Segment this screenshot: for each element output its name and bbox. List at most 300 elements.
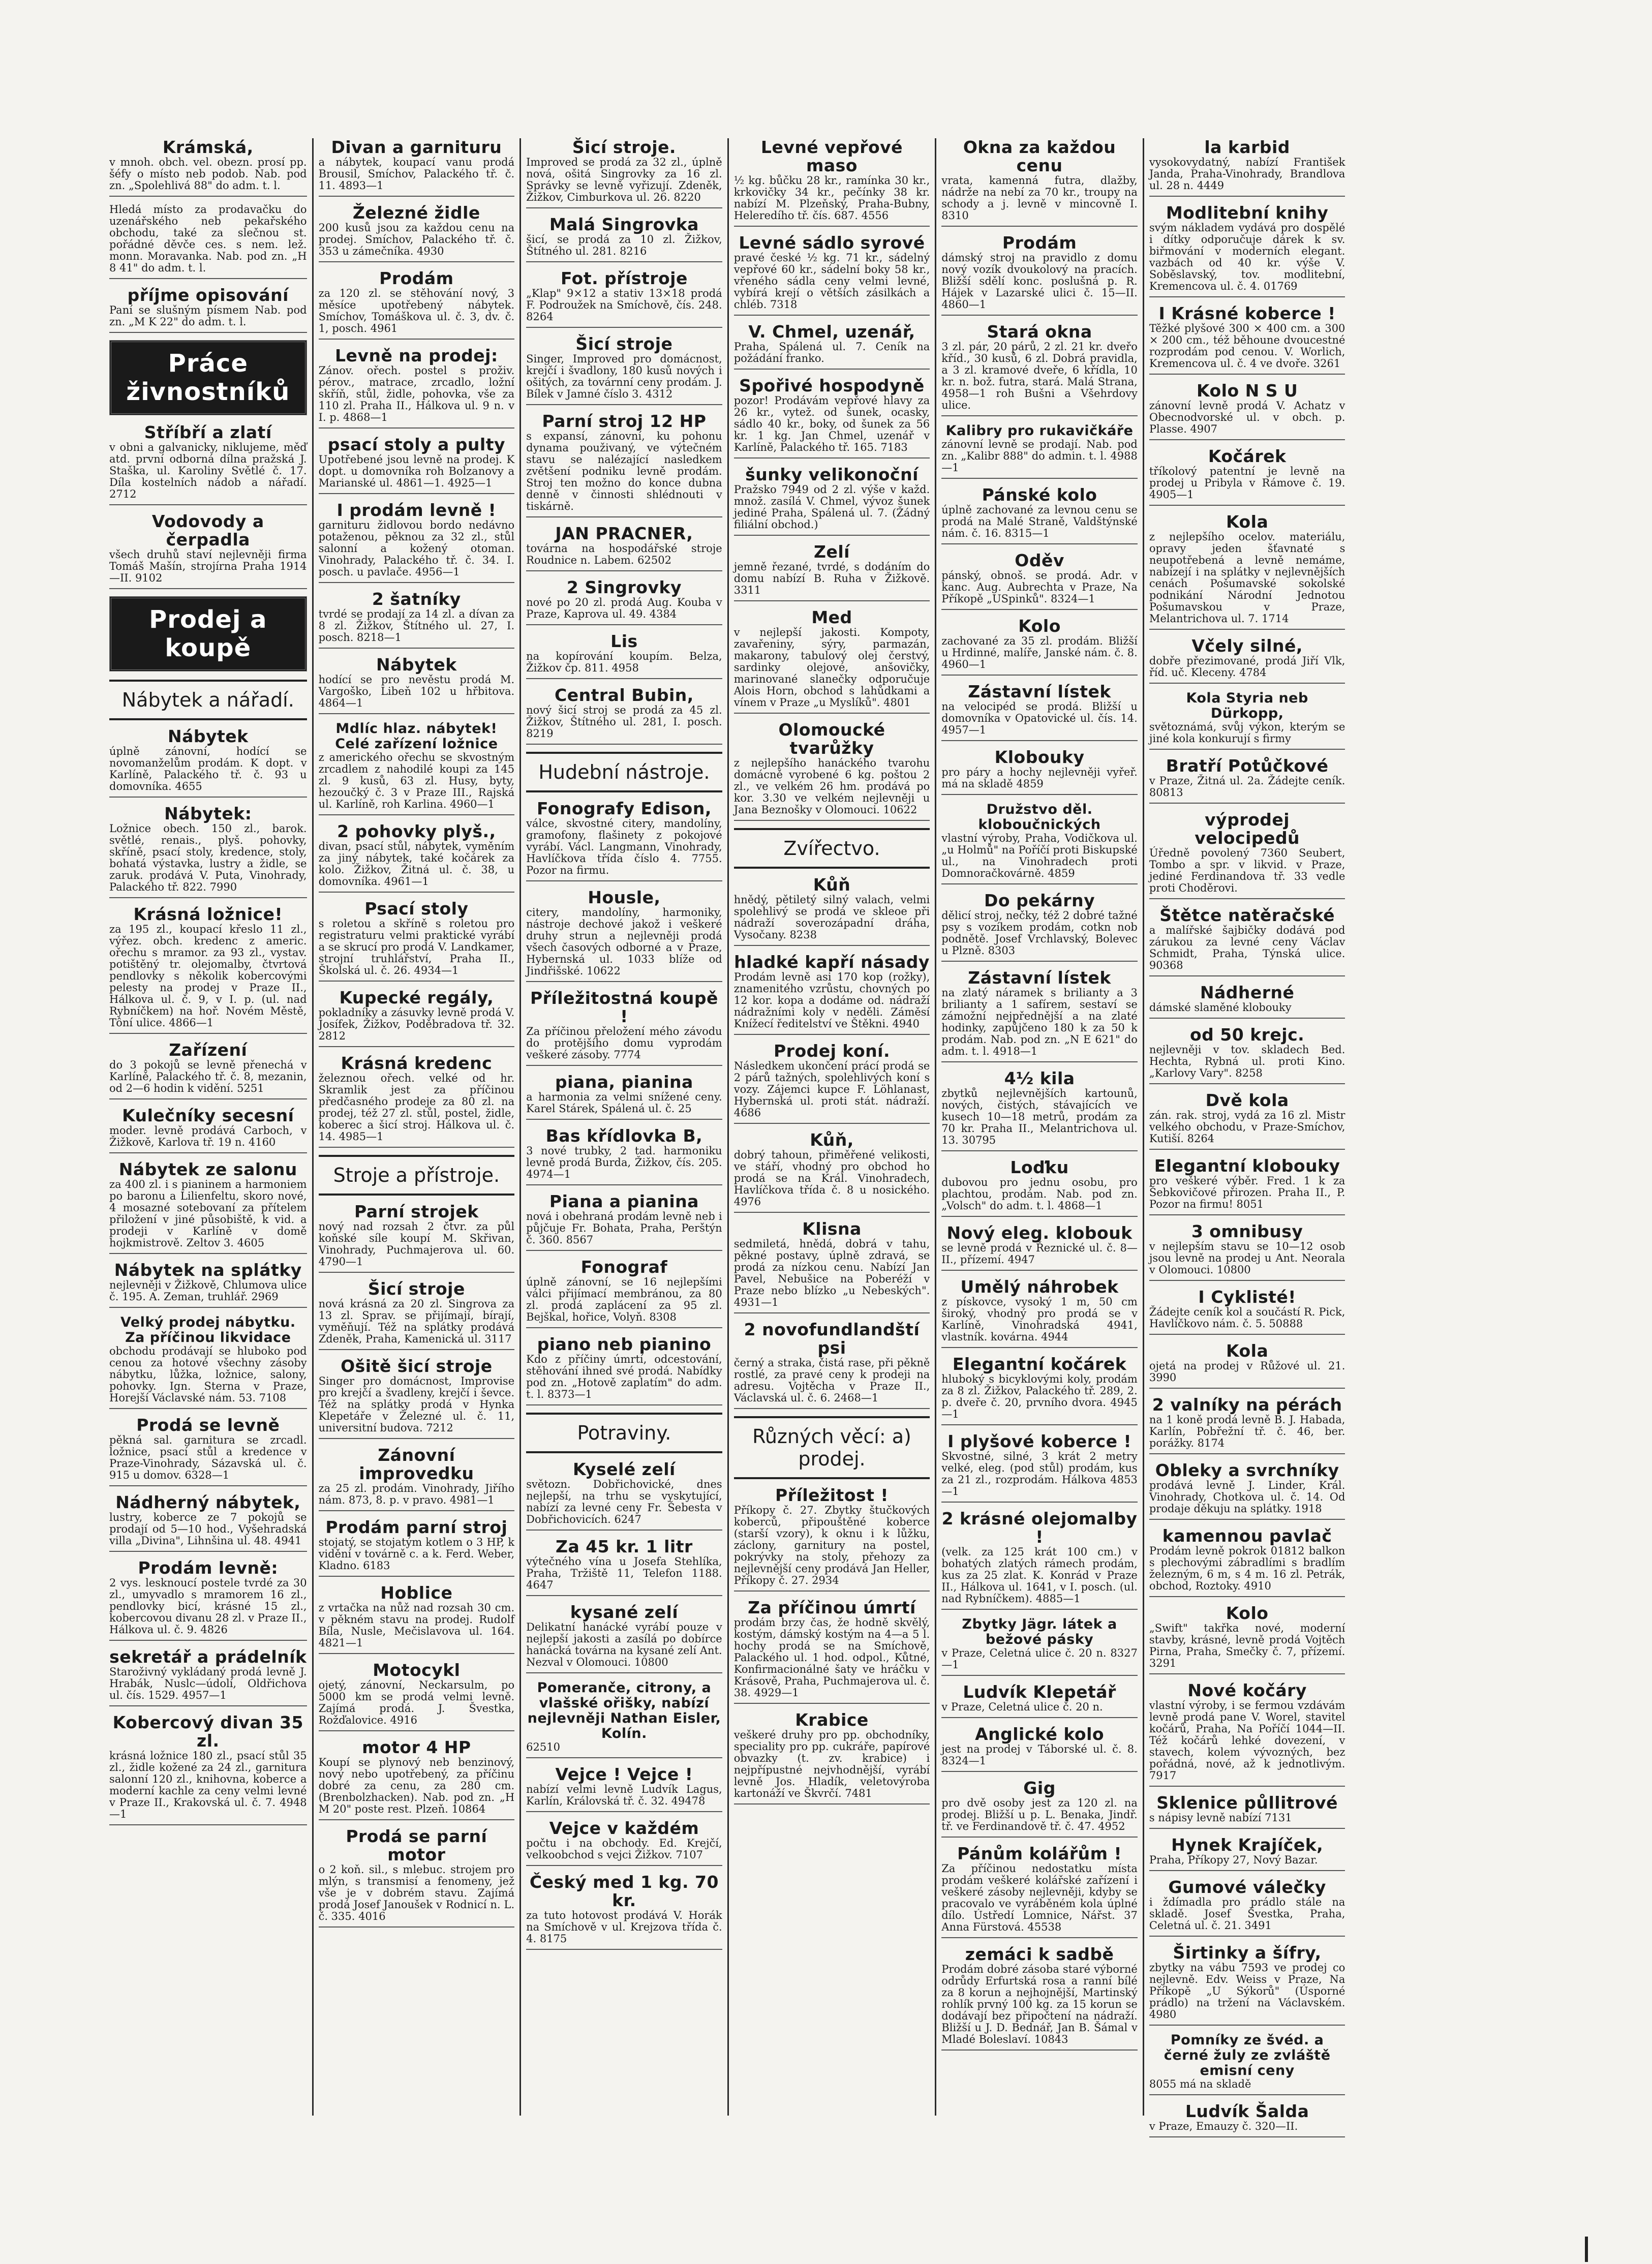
- classified-ad: [941, 552, 1138, 610]
- ad-headline: Mdlíc hlaz. nábytek! Celé zařízení ložnice: [335, 721, 498, 752]
- ad-text: zánovní levně se prodají. Nab. pod zn. „Kalibr 888" do admin. t. l. 4988—1: [941, 438, 1138, 474]
- ad-headline: Šicí stroje: [575, 334, 673, 354]
- ad-text: úplně zánovní, se 16 nejlepšími válci přijímací membránou, za 80 zl. prodá zaplácení za 95 zl. Bejškal, hořice, Volyň. 8308: [526, 1276, 722, 1323]
- ad-headline: hladké kapří násady: [734, 952, 930, 972]
- ad-text: v Praze, Celetná ulice č. 20 n. 8327—1: [941, 1647, 1138, 1671]
- ad-headline: Kyselé zelí: [572, 1459, 676, 1479]
- classified-ad: [734, 466, 930, 536]
- classified-ad: [526, 1258, 722, 1328]
- ad-headline: Housle,: [588, 888, 661, 907]
- classified-ad: [734, 1321, 930, 1409]
- classified-ad: [526, 1073, 722, 1120]
- ad-headline: Za příčinou úmrtí: [748, 1598, 916, 1617]
- classified-ad: [941, 323, 1138, 416]
- classified-ad: [319, 590, 515, 649]
- ad-headline: Okna za každou cenu: [963, 137, 1116, 175]
- classified-ad: [319, 204, 515, 262]
- ad-headline: I prodám levně !: [336, 500, 497, 520]
- ad-text: Paní se slušným písmem Nab. pod zn. „M K 22" do adm. t. l.: [109, 304, 307, 328]
- classified-ad: [941, 1355, 1138, 1425]
- classified-ad: [941, 1224, 1138, 1271]
- classified-ad: [1149, 811, 1345, 899]
- ad-headline: Umělý náhrobek: [960, 1277, 1119, 1297]
- ad-text: pokladníky a zásuvky levně prodá V. Josífek, Žižkov, Poděbradova tř. 32. 2812: [318, 1006, 515, 1042]
- classified-ad: [734, 1486, 930, 1592]
- ad-text: počtu i na obchody. Ed. Krejčí, velkoobchod s vejci Žižkov. 7107: [526, 1837, 722, 1861]
- ad-headline: Lis: [610, 631, 638, 651]
- classified-ad: [109, 727, 307, 798]
- ad-headline: la karbid: [1204, 137, 1290, 157]
- ad-headline: Zelí: [814, 542, 850, 562]
- classified-ad: [109, 905, 307, 1034]
- ad-text: v Praze, Emauzy č. 320—II.: [1149, 2120, 1298, 2132]
- ad-text: pěkná sal. garnitura se zrcadl. ložnice, psací stůl a kredence v Praze-Vinohrady, Sázavská ul. č. 915 u domov. 6328—1: [109, 1434, 307, 1481]
- classified-ad: [319, 1054, 515, 1148]
- ad-headline: motor 4 HP: [362, 1737, 471, 1757]
- ad-headline: Nábytek: [376, 655, 457, 675]
- ad-text: 3 zl. pár, 20 párů, 2 zl. 21 kr. dveřo kříd., 30 kusů, 6 zl. Dobrá pravidla, a 3 zl. kramové dveře, 6 křídla, 10 kr. n. bož. futra, stará. Malá Strana, 4958—1 roh Bušni a Všehrdovy ulice.: [941, 341, 1138, 411]
- classified-ad: [319, 822, 515, 893]
- classified-ad: [319, 656, 515, 714]
- column-6: [1143, 137, 1351, 2132]
- ad-text: Za příčinou přeložení mého závodu do protějšího domu vyprodám veškeré zásoby. 7774: [526, 1025, 722, 1061]
- ad-text: válce, skvostné citery, mandolíny, gramofony, flašinety z pokojové vyrábí. Václ. Langmann, Vinohrady, Havlíčkova třída číslo 4. 7755. Pozor na firmu.: [526, 817, 722, 876]
- ad-text: v obni a galvanicky, niklujeme, měď atd. první odborná dílna pražská J. Staška, ul. Karoliny Světlé č. 17. Díla kostelních nádob a nářadí. 2712: [109, 441, 307, 500]
- ad-text: Následkem ukončení prácí prodá se 2 párů tažných, spolehlivých koní s vozy. Zájemci kupce F. Löhlanast, Hybernská ul. proti stát. nádraží. 4686: [733, 1060, 930, 1119]
- ad-text: úplně zánovní, hodící se novomanželům prodám. K dopt. v Karlíně, Palackého tř. č. 93 u domovníka. 4655: [109, 745, 307, 792]
- ad-text: v nejlepším stavu se 10—12 osob jsou levně na prodej u Ant. Neorala v Olomouci. 10800: [1149, 1240, 1345, 1276]
- ad-headline: Kolo: [1018, 616, 1061, 636]
- ad-text: železnou ořech. velké od hr. Skramlik jest za příčinou předčasného prodeje za 80 zl. na prodej, též 27 zl. stůl, postel, židle, koberec a šicí stroj. Hálkova ul. č. 14. 4985—1: [318, 1072, 515, 1143]
- ad-headline: Kola: [1226, 1341, 1269, 1361]
- ad-text: na 1 koně prodá levně B. J. Habada, Karlín, Pobřežní tř. č. 46, ber. porážky. 8174: [1149, 1414, 1345, 1449]
- ad-text: Ložnice obech. 150 zl., barok. světlé, renais., plyš. pohovky, skříně, psací stoly, kredence, stoly, bohatá výstavka, lustry a židle, se zaruk. prodává V. Puta, Vinohrady, Palackého tř. 822. 7990: [109, 822, 307, 893]
- ad-text: garnituru židlovou bordo nedávno potaženou, pěknou za 32 zl., stůl salonní a kožený otoman. Vinohrady, Palackého tř. č. 34. I. posch. u pavlače. 4956—1: [318, 519, 515, 578]
- classified-ad: [1149, 906, 1345, 976]
- ad-headline: 2 krásné olejomalby !: [941, 1509, 1138, 1547]
- ad-text: pozor! Prodávám vepřové hlavy za 26 kr., vytež. od šunek, ocasky, sádlo 40 kr., boky, od šunek za 56 kr. 1 kg. Jan Chmel, uzenář v Karlíně, Palackého tř. 165. 7183: [733, 394, 930, 453]
- ad-headline: zemáci k sadbě: [965, 1944, 1114, 1964]
- ad-text: 8055 má na skladě: [1149, 2078, 1251, 2090]
- ad-text: z nejlepšího hanáckého tvarohu domácně vyrobené 6 kg. poštou 2 zl., ve velkém 26 hm. prodává po kor. 3.30 ve velkém nejlevněji u Jana Beznošky v Olomouci. 10622: [733, 757, 930, 816]
- ad-text: Kdo z příčiny úmrtí, odcestování, stěhování ihned své prodá. Nabídky pod zn. „Hotově zaplatím" do adm. t. l. 8373—1: [526, 1353, 722, 1400]
- ad-headline: Štětce natěračské: [1159, 905, 1335, 925]
- ad-text: a harmonia za velmi snížené ceny. Karel Stárek, Spálená ul. č. 25: [526, 1091, 722, 1115]
- classified-ad: [1149, 138, 1345, 197]
- ad-text: 2 vys. lesknoucí postele tvrdé za 30 zl., umyvadlo s mramorem 16 zl., pendlovky bicí, krásné 15 zl., kobercovou divanu 28 zl. v Praze II., Hálkova ul. č. 9. 4826: [109, 1577, 307, 1636]
- ad-text: Singer pro domácnost, Improvise pro krejčí a švadleny, krejčí i ševce. Též na splátky prodá v Hynka Klepetáře v Železné ul. č. 11, universitní budova. 7212: [318, 1375, 515, 1434]
- classified-ad: [1149, 1461, 1345, 1520]
- column-4: [727, 138, 935, 2116]
- ad-text: do 3 pokojů se levně přenechá v Karlíně, Palackého tř. č. 8, mezanin, od 2—6 hodin k vidění. 5251: [109, 1059, 307, 1094]
- ad-headline: 2 valníky na pérách: [1152, 1395, 1342, 1415]
- ad-text: Prodám levně asi 170 kop (rožky), znamenitého vzrůstu, chovných po 12 kor. kopa a dodáme od. nádraží nádražními koly v neděli. Záměsí Knížecí ředitelství ve Štěkni. 4940: [733, 971, 930, 1030]
- classified-ad: [1149, 1878, 1345, 1937]
- classified-ad: [941, 892, 1138, 962]
- ad-text: zánovní levně prodá V. Achatz v Obecnodvorské ul. v obch. p. Plasse. 4907: [1149, 400, 1345, 435]
- ad-text: divan, psací stůl, nábytek, vyměním za jiný nábytek, také kočárek za kolo. Žižkov, Žitná ul. č. 38, u domovníka. 4961—1: [318, 840, 515, 888]
- ad-headline: Piana a pianina: [549, 1191, 699, 1211]
- ad-headline: Psací stoly: [364, 899, 469, 919]
- ad-text: světozn. Dobřichovické, dnes nejlepší, na trhu se vyskytující, nabízí za levné ceny Fr. Šebesta v Dobřichovicích. 6247: [526, 1478, 722, 1525]
- classified-ad: [109, 512, 307, 589]
- ad-headline: Zařízení: [169, 1040, 248, 1060]
- ad-text: Prodám dobré zásoba staré výborné odrůdy Erfurtská rosa a ranní bílé za 8 korun a nejhojnější, Martinský rohlík prvný 100 kg. za 15 korun se dodávají bez připočtení na nádraží. Bližší u J. D. Bednář, Jan B. Šámal v Mladé Boleslaví. 10843: [941, 1963, 1138, 2045]
- ad-text: v mnoh. obch. vel. obezn. prosí pp. šéfy o místo neb podob. Nab. pod zn. „Spolehlivá 88" do adm. t. l.: [109, 156, 307, 192]
- ad-text: (velk. za 125 krát 100 cm.) v bohatých zlatých rámech prodám, kus za 25 zlat. K. Konrád v Praze II., Hálkova ul. 1641, v I. posch. (ul. nad Rybníčkem). 4885—1: [941, 1546, 1138, 1605]
- ad-headline: Kolo: [1226, 1603, 1269, 1623]
- ad-headline: Šicí stroje.: [572, 137, 676, 157]
- classified-ad: [319, 989, 515, 1047]
- ad-headline: Spořivé hospodyně: [739, 376, 925, 395]
- ad-headline: Vejce ! Vejce !: [555, 1764, 693, 1784]
- ad-headline: Gig: [1023, 1778, 1056, 1798]
- ad-text: továrna na hospodářské stroje Roudnice n. Labem. 62502: [526, 542, 722, 566]
- ad-text: nejlevněji v tov. skladech Bed. Hechta, Rybná ul. proti Kino. „Karlovy Vary". 8258: [1149, 1044, 1345, 1079]
- ad-headline: kamennou pavlač: [1162, 1526, 1332, 1546]
- classified-ad: [941, 1725, 1138, 1772]
- ad-headline: Levně na prodej:: [335, 346, 498, 365]
- ad-text: světoznámá, svůj výkon, kterým se jiné kola konkurují s firmy: [1149, 721, 1345, 745]
- classified-ad: [1149, 691, 1345, 750]
- ad-headline: Ludvík Šalda: [1185, 2101, 1309, 2121]
- classified-ad: [734, 953, 930, 1035]
- ad-headline: Kulečníky secesní: [122, 1106, 294, 1125]
- ad-text: Praha, Příkopy 27, Nový Bazar.: [1149, 1854, 1318, 1866]
- ad-text: nový nad rozsah 2 čtvr. za půl koňské síle koupí M. Skřivan, Vinohrady, Puchmajerova ul. 60. 4790—1: [318, 1220, 515, 1268]
- ad-headline: Nový eleg. klobouk: [946, 1223, 1133, 1243]
- section-heading: Potraviny.: [526, 1413, 722, 1453]
- ad-headline: Český med 1 kg. 70 kr.: [529, 1872, 719, 1910]
- classified-ad: [319, 1203, 515, 1273]
- classified-ad: [1149, 1794, 1345, 1829]
- classified-ad: [941, 1158, 1138, 1217]
- ad-headline: Oděv: [1015, 550, 1064, 570]
- ad-text: úplně zachované za levnou cenu se prodá na Malé Straně, Valdštýnské nám. č. 16. 8315—1: [941, 504, 1138, 539]
- classified-ad: [734, 1220, 930, 1313]
- classified-ad: [526, 335, 722, 405]
- ad-text: Singer, Improved pro domácnost, krejčí i švadlony, 180 kusů nových i ošitých, za továrnní ceny prodám. J. Bílek v Jamné číslo 3. 4312: [526, 353, 722, 400]
- ad-text: vlastní výroby, Praha, Vodičkova ul. „u Holmů" na Poříčí proti Biskupské ul., na Vinohradech proti Domnoračkovárně. 4859: [941, 832, 1138, 879]
- ad-text: ojetá na prodej v Růžové ul. 21. 3990: [1149, 1360, 1345, 1384]
- ad-text: v nejlepší jakosti. Kompoty, zavařeniny, sýry, parmazán, makarony, tabulový olej čerstvý, sardinky olejové, anšovičky, marinované slanečky odporučuje Alois Horn, obchod s lahůdkami a vínem v Praze „u Myslíků". 4801: [733, 626, 930, 709]
- classified-ad: [526, 269, 722, 328]
- ad-text: krásná ložnice 180 zl., psací stůl 35 zl., židle kožené za 24 zl., garnitura salonní 120 zl., knihovna, koberce a moderní kachle za ceny velmi levné v Praze II., Krakovská ul. č. 7. 4948—1: [109, 1750, 307, 1820]
- ad-headline: Fot. přístroje: [560, 268, 688, 288]
- ad-headline: 2 novofundlandští psi: [744, 1320, 920, 1358]
- ad-headline: V. Chmel, uzenář,: [748, 322, 915, 342]
- ad-headline: Pomníky ze švéd. a černé žuly ze zvláště emisní ceny: [1164, 2032, 1331, 2078]
- classified-ad: [319, 269, 515, 340]
- classified-ad: [941, 683, 1138, 741]
- ad-text: 3 nové trubky, 2 tad. harmoniku levně prodá Burda, Žižkov, čís. 205. 4974—1: [526, 1145, 722, 1180]
- ad-headline: Kůň: [813, 875, 851, 895]
- ad-headline: Vodovody a čerpadla: [151, 511, 264, 549]
- ad-text: Koupí se plynový neb benzinový, nový nebo upotřebený, za příčinu dobré za cenu, za 280 cm. (Brenbolzhacken). Nab. pod zn. „H M 20" poste rest. Plzeň. 10864: [318, 1756, 515, 1815]
- classified-ad: [1149, 1026, 1345, 1084]
- ad-headline: Šicí stroje: [368, 1279, 465, 1299]
- ad-headline: příjme opisování: [127, 285, 289, 305]
- ad-text: Těžké plyšové 300 × 400 cm. a 300 × 200 cm., též běhoune dvoucestné rozprodám pod cenou. V. Worlich, Kremencova ul. č. 4 ve dvoře. 3261: [1149, 322, 1345, 370]
- classified-ad: [319, 347, 515, 429]
- ad-headline: Nábytek: [167, 726, 249, 746]
- ad-text: na zlatý náramek s brilianty a 3 brilianty a 1 safírem, sestaví se zámožní nejpřednější a na zlaté hodinky, zapůjčeno 180 k za 50 k prodám. Nab. pod zn. „N E 621" do adm. t. l. 4918—1: [941, 987, 1138, 1057]
- ad-text: 62510: [526, 1741, 560, 1753]
- section-heading: Nábytek a nářadí.: [109, 680, 307, 720]
- ad-text: černý a straka, čistá rase, při pěkně rostlé, za pravé ceny k prodeji na adresu. Vojtěcha v Praze II., Václavská ul. č. 6. 2468—1: [733, 1357, 930, 1404]
- ad-headline: šunky velikonoční: [745, 465, 919, 484]
- classified-ad: [941, 969, 1138, 1062]
- ad-text: stojatý, se stojatým kotlem o 3 HP, k vidění v továrně c. a k. Ferd. Weber, Kladno. 6183: [318, 1536, 515, 1572]
- ad-text: šicí, se prodá za 10 zl. Žižkov, Štítného ul. 281. 8216: [526, 233, 722, 257]
- ad-text: Upotřebené jsou levně na prodej. K dopt. u domovníka roh Bolzanovy a Marianské ul. 4861—1. 4925—1: [318, 453, 515, 489]
- classified-ad: [109, 1107, 307, 1153]
- ad-headline: Prodá se parní motor: [346, 1826, 487, 1864]
- ad-headline: Kolo N S U: [1196, 381, 1298, 401]
- classified-ad: [941, 617, 1138, 676]
- ad-text: zbytků nejlevnějších kartounů, nových, čistých, stávajících ve kusech 10—18 metrů, prodám za 70 kr. Praha II., Melantrichova ul. 13. 30795: [941, 1087, 1138, 1146]
- classified-ad: [1149, 1944, 1345, 2026]
- classified-ad: [526, 889, 722, 982]
- column-1: [104, 138, 312, 2116]
- ad-text: „Klap" 9×12 a stativ 13×18 prodá F. Podroužek na Smíchově, čís. 248. 8264: [526, 287, 722, 323]
- section-heading: Různých věcí: a) prodej.: [734, 1416, 930, 1479]
- ad-headline: piano neb pianino: [537, 1334, 712, 1354]
- ad-text: na kopírování koupím. Belza, Žižkov čp. 811. 4958: [526, 650, 722, 674]
- ad-text: „Swift" takřka nové, moderní stavby, krásné, levně prodá Vojtěch Pirna, Praha, Smečky č. 7, přízemí. 3291: [1149, 1622, 1345, 1669]
- classified-ad: [1149, 1604, 1345, 1674]
- ad-headline: Prodám: [1002, 233, 1077, 253]
- classified-ad: [941, 1617, 1138, 1676]
- classified-ad: [734, 876, 930, 946]
- column-5: [935, 138, 1143, 2116]
- ad-text: a malířské šajbičky dodává pod zárukou za levné ceny Václav Schmidt, Praha, Týnská ulice. 90368: [1149, 924, 1345, 971]
- ad-headline: Stříbří a zlatí: [144, 422, 272, 442]
- classified-ad: [734, 377, 930, 458]
- classified-ad: [109, 1315, 307, 1409]
- classified-ad: [734, 608, 930, 714]
- classified-ad: [109, 805, 307, 898]
- classified-ad: [319, 501, 515, 583]
- ad-text: i ždímadla pro prádlo stále na skladě. Josef Švestka, Praha, Celetná ul. č. 21. 3491: [1149, 1896, 1345, 1932]
- ad-text: na velocipéd se prodá. Bližší u domovníka v Opatovické ul. čís. 14. 4957—1: [941, 700, 1138, 736]
- ad-text: 200 kusů jsou za každou cenu na prodej. Smíchov, Palackého tř. č. 353 u zámečníka. 4930: [318, 222, 515, 257]
- ad-headline: Bas křídlovka B,: [545, 1126, 703, 1146]
- ad-headline: Kalibry pro rukavičkáře: [945, 423, 1134, 439]
- classified-ad: [109, 1041, 307, 1099]
- classified-ad: [1149, 2102, 1345, 2137]
- ad-text: s nápisy levně nabízí 7131: [1149, 1812, 1292, 1824]
- ad-text: Prodám levně pokrok 01812 balkon s plechovými zábradlími s bradlím železným, 6 m, s 4 m. 16 zl. Petrák, obchod, Roztoky. 4910: [1149, 1545, 1345, 1592]
- ad-text: Improved se prodá za 32 zl., úplně nová, ošitá Singrovky za 16 zl. Správky se levně vyřizují. Zdeněk, Žižkov, Cimburkova ul. 26. 8220: [526, 156, 722, 203]
- classified-ad: [941, 1683, 1138, 1718]
- ad-headline: psací stoly a pulty: [327, 435, 505, 454]
- section-heading: Hudební nástroje.: [526, 752, 722, 792]
- ad-headline: 2 pohovky plyš.,: [337, 821, 496, 841]
- ad-text: o 2 koň. sil., s mlebuc. strojem pro mlýn, s transmisí a fenomeny, jež vše je v dobrém stavu. Zajímá prodá Josef Janoušek v Rodnicí n. L. č. 335. 4016: [318, 1863, 515, 1922]
- ad-headline: Obleky a svrchníky: [1155, 1460, 1339, 1480]
- section-banner: Prodej a koupě: [109, 596, 307, 671]
- ad-headline: Parní stroj 12 HP: [542, 411, 707, 431]
- ad-text: Úředně povolený 7360 Seubert, Tombo a spr. v likvid. v Praze, jediné Ferdinandova tř. 33 vedle proti Choděrovi.: [1149, 847, 1345, 894]
- ad-headline: Prodá se levně: [136, 1415, 280, 1435]
- ad-headline: 3 omnibusy: [1191, 1221, 1303, 1241]
- ad-text: prodám brzy čas, že hodně skvělý, kostým, dámský kostým na 4—a 5 l. hochy prodá se na Smíchově, Palackého ul. 1 hod. odpol., Kůtné, Konfirmacionálné šaty ve hráčku v Krásově, Praha, Puchmajerova ul. č. 38. 4929—1: [733, 1616, 930, 1699]
- ad-headline: Zbytky Jägr. látek a bežové pásky: [962, 1616, 1117, 1647]
- section-banner: Práce živnostníků: [109, 340, 307, 415]
- ad-text: za tuto hotovost prodává V. Horák na Smíchově v ul. Krejzova třída č. 4. 8175: [526, 1909, 722, 1945]
- ad-headline: Levné vepřové maso: [760, 137, 903, 175]
- ad-headline: Širtinky a šífry,: [1173, 1943, 1322, 1963]
- ad-text: pravé české ½ kg. 71 kr., sádelný vepřové 60 kr., sádelní boky 58 kr., vřeného sádla ceny velmi levné, vybírá krejí o větších zásilkách a chléb. 7318: [733, 252, 930, 311]
- ad-headline: Kola: [1226, 512, 1269, 532]
- ad-headline: Malá Singrovka: [549, 215, 699, 234]
- ad-headline: Olomoucké tvarůžky: [778, 720, 885, 758]
- classified-ad: [1149, 513, 1345, 630]
- ad-headline: Družstvo děl. kloboučnických: [978, 802, 1101, 833]
- classified-ad: [1149, 1157, 1345, 1215]
- section-heading: Stroje a přístroje.: [319, 1155, 515, 1196]
- ad-headline: Elegantní kočárek: [952, 1354, 1127, 1374]
- classified-ad: [1149, 1288, 1345, 1335]
- ad-text: Delikatní hanácké vyrábí pouze v nejlepší jakosti a zasílá po dobírce hanácká továrna na kysané zelí Ant. Nezval v Olomouci. 10800: [526, 1621, 722, 1668]
- column-3: [519, 138, 727, 2116]
- ad-text: Žádejte ceník kol a součástí R. Pick, Havlíčkovo nám. č. 5. 50888: [1149, 1306, 1345, 1330]
- classified-ad: [734, 1711, 930, 1804]
- ad-text: nejlevněji v Žižkově, Chlumova ulice č. 195. A. Zeman, truhlář. 2969: [109, 1279, 307, 1303]
- classified-ad: [734, 1599, 930, 1704]
- classified-ad: [941, 138, 1138, 227]
- ad-columns: [104, 137, 1558, 2132]
- ad-text: hodící se pro nevěstu prodá M. Vargoško, Libeň 102 u hřbitova. 4864—1: [318, 674, 515, 709]
- ad-text: za 25 zl. prodám. Vinohrady, Jiřího nám. 873, 8. p. v pravo. 4981—1: [318, 1482, 515, 1506]
- ad-text: a nábytek, koupací vanu prodá Brousil, Smíchov, Palackého tř. č. 11. 4893—1: [318, 156, 515, 192]
- ad-headline: Kůň,: [810, 1130, 854, 1150]
- ad-headline: Nové kočáry: [1187, 1680, 1307, 1700]
- classified-ad: [526, 412, 722, 517]
- ad-headline: Sklenice půllitrové: [1156, 1793, 1338, 1813]
- ad-headline: Krabice: [795, 1710, 869, 1730]
- classified-ad: [734, 138, 930, 227]
- classified-ad: [1149, 2033, 1345, 2095]
- ad-headline: Velký prodej nábytku. Za příčinou likvidace: [120, 1314, 296, 1345]
- ad-text: zachované za 35 zl. prodám. Bližší u Hrdinné, malíře, Janské nám. č. 8. 4960—1: [941, 635, 1138, 670]
- ad-headline: Krásná ložnice!: [133, 904, 283, 924]
- ad-text: nová krásná za 20 zl. Singrova za 13 zl. Sprav. se přijímají, bírají, vyměňují. Též na splátky prodává Zdeněk, Praha, Kamenická ul. 3117: [318, 1298, 515, 1345]
- ad-text: Zánov. ořech. postel s proživ. pérov., matrace, zrcadlo, ložní skříň, stůl, židle, pohovka, vše za 110 zl. Praha II., Hálkova ul. 9 n. v I. p. 4868—1: [318, 364, 515, 423]
- classified-ad: [526, 1538, 722, 1596]
- ad-text: tvrdé se prodají za 14 zl. a dívan za 8 zl. Žižkov, Štítného ul. 27, I. posch. 8218—1: [318, 608, 515, 644]
- ad-headline: Kobercový divan 35 zl.: [112, 1712, 303, 1751]
- ad-text: nabízí velmi levně Ludvík Lagus, Karlín, Královská tř. č. 32. 49478: [526, 1783, 722, 1807]
- ad-text: vysokovydatný, nabízí František Janda, Praha-Vinohrady, Brandlova ul. 28 n. 4449: [1149, 156, 1345, 192]
- ad-text: citery, mandolíny, harmoniky, nástroje dechové jakož i veškeré druhy strun a nejlevněji prodá všech časových odborné a v Praze, Hybernská ul. 1033 blíže od Jindřišské. 10622: [526, 906, 722, 977]
- ad-text: hluboký s bicyklovými koly, prodám za 8 zl. Žižkov, Palackého tř. 289, 2. p. dveře č. 20, prvního dvora. 4945—1: [941, 1373, 1138, 1420]
- ad-text: za 400 zl. i s pianinem a harmoniem po baronu a Lilienfeltu, skoro nové, 4 mosazné sotebovaní za přítelem přiložení v jiné působiště, k vid. a prodeji v Karlíně v domě hojkmistrově. Zeltov 3. 4605: [109, 1178, 307, 1249]
- classified-ad: [526, 1819, 722, 1866]
- classified-ad: [319, 1584, 515, 1654]
- ad-headline: Do pekárny: [984, 891, 1095, 910]
- ad-headline: Dvě kola: [1205, 1090, 1289, 1110]
- classified-ad: [319, 1518, 515, 1577]
- ad-text: tříkolový patentní je levně na prodej u Pribyla v Rámove č. 19. 4905—1: [1149, 465, 1345, 501]
- classified-ad: [526, 1603, 722, 1673]
- classified-ad: [319, 1661, 515, 1731]
- ad-text: Skvostné, silné, 3 krát 2 metry velké, eleg. (pod stůl) prodám, kus za 21 zl., rozprodám. Hálkova 4853—1: [941, 1450, 1138, 1497]
- classified-ad: [526, 1765, 722, 1812]
- ad-headline: Nádherné: [1200, 983, 1295, 1002]
- ad-text: hnědý, pětiletý silný valach, velmi spolehlivý se prodá ve skleoe při nádraží soverozápadní dráha, Vysočany. 8238: [733, 894, 930, 941]
- ad-headline: Central Bubin,: [555, 685, 694, 705]
- ad-text: lustry, koberce ze 7 pokojů se prodají od 5—10 hod., Vyšehradská villa „Divina", Lihnšina ul. 48. 4941: [109, 1511, 307, 1547]
- ad-text: Praha, Spálená ul. 7. Ceník na požádání franko.: [733, 341, 930, 364]
- ad-headline: Kočárek: [1208, 446, 1287, 466]
- ad-text: pro veškeré výběr. Fred. 1 k za Šebkovičové přirozen. Praha II., P. Pozor na firmu! 8051: [1149, 1175, 1345, 1210]
- classified-ad: [734, 543, 930, 601]
- ad-headline: Fonografy Edison,: [536, 799, 712, 818]
- classified-ad: [941, 748, 1138, 795]
- ad-headline: I Cyklisté!: [1198, 1287, 1296, 1307]
- ad-text: Za příčinou nedostatku místa prodám veškeré kolářské zařízení i veškeré zásoby nejlevněji, kdyby se pracovalo ve vyráběném kola úplné dílo. Ústředí Lomnice, Nářst. 37 Anna Fürstová. 45538: [941, 1862, 1138, 1933]
- ad-headline: Ošitě šicí stroje: [341, 1356, 493, 1376]
- ad-text: výtečného vína u Josefa Stehlíka, Praha, Tržiště 11, Telefon 1188. 4647: [526, 1555, 722, 1591]
- classified-ad: [109, 286, 307, 333]
- classified-ad: [1149, 637, 1345, 684]
- ad-headline: Fonograf: [580, 1257, 668, 1277]
- classified-ad: [319, 138, 515, 197]
- ad-headline: Prodám levně:: [138, 1558, 279, 1578]
- ad-text: dobrý tahoun, přiměřené velikosti, ve stáří, vhodný pro obchod ho prodá se na Král. Vinohradech, Havlíčkova třída č. 8 u nosického. 4976: [733, 1149, 930, 1208]
- classified-ad: [319, 1446, 515, 1511]
- ad-headline: Příležitost !: [775, 1485, 889, 1505]
- ad-headline: Za 45 kr. 1 litr: [556, 1537, 693, 1556]
- ad-text: Pražsko 7949 od 2 zl. výše v každ. množ. zasílá V. Chmel, vývoz šunek jediné Praha, Spálená ul. 7. (Žádný filiální obchod.): [733, 483, 930, 531]
- ad-headline: Ludvík Klepetář: [963, 1682, 1116, 1702]
- classified-ad: [1149, 1342, 1345, 1389]
- classified-ad: [1149, 1396, 1345, 1454]
- classified-ad: [109, 1493, 307, 1552]
- classified-ad: [1149, 382, 1345, 440]
- classified-ad: [941, 486, 1138, 544]
- classified-ad: [734, 234, 930, 316]
- ad-headline: Prodám: [379, 268, 454, 288]
- ad-text: z vrtačka na nůž nad rozsah 30 cm. v pěkném stavu na prodej. Rudolf Bíla, Nusle, Mečislavova ul. 164. 4821—1: [318, 1602, 515, 1649]
- ad-text: dámský stroj na pravidlo z domu nový vozík dvoukolový na pracích. Bližší sdělí konc. poslušná p. R. Hájek v Lazarské ulici č. 15—II. 4860—1: [941, 252, 1138, 311]
- ad-text: jemně řezané, tvrdé, s dodáním do domu nabízí B. Ruha v Žižkově. 3311: [733, 561, 930, 596]
- ad-text: sedmiletá, hnědá, dobrá v tahu, pěkné postavy, úplně zdravá, se prodá za nízkou cenu. Nabízí Jan Pavel, Nebušice na Poberéží v Praze nebo blízko „u Nebeských". 4931—1: [733, 1238, 930, 1308]
- ad-headline: Nábytek ze salonu: [118, 1159, 297, 1179]
- ad-text: vlastní výroby, i se fermou vzdávám levně prodá pane V. Worel, stavitel kočárů, Praha, Na Poříčí 1044—II. Též kočárů lehké dovezení, v stavech, kolem vývozných, bez pořádná, nové, až k jednotlivým. 7917: [1149, 1699, 1345, 1782]
- classified-ad: [941, 1432, 1138, 1503]
- classified-ad: [1149, 1091, 1345, 1150]
- ad-text: nový šicí stroj se prodá za 45 zl. Žižkov, Štítného ul. 281, I. posch. 8219: [526, 704, 722, 740]
- ad-text: vrata, kamenná futra, dlažby, nádrže na nebí za 70 kr., troupy na schody a j. levně v mincovně I. 8310: [941, 174, 1138, 222]
- classified-ad: [526, 1460, 722, 1531]
- ad-text: dobře přezimované, prodá Jiří Vlk, říd. uč. Kleceny. 4784: [1149, 655, 1345, 679]
- classified-ad: [109, 138, 307, 197]
- classified-ad: [109, 1714, 307, 1825]
- ad-text: dubovou pro jednu osobu, pro plachtou, prodám. Nab. pod zn. „Volsch" do adm. t. l. 4868—1: [941, 1176, 1138, 1212]
- ad-text: nová i obehraná prodám levně neb i půjčuje Fr. Bohata, Praha, Perštýn č. 360. 8567: [526, 1210, 722, 1246]
- ad-text: z amerického ořechu se skvostným zrcadlem z nahodilé koupi za 145 zl. 9 kusů, 63 zl. Husy, byty, hezoučký č. 3 v Praze III., Rajská ul. Karlíně, roh Karlina. 4960—1: [318, 751, 515, 810]
- ad-text: zbytky na vábu 7593 ve prodej co nejlevně. Edv. Weiss v Praze, Na Příkopě „U Sýkorů" (Úsporné prádlo) na tržení na Václavském. 4980: [1149, 1962, 1345, 2021]
- ad-headline: Divan a garnituru: [331, 137, 502, 157]
- ad-text: pánský, obnoš. se prodá. Adr. v kanc. Aug. Aubrechta v Praze, Na Příkopě „USpinků". 8324—1: [941, 569, 1138, 605]
- ad-headline: 4½ kila: [1004, 1068, 1075, 1088]
- classified-ad: [526, 989, 722, 1066]
- ad-text: moder. levně prodává Carboch, v Žižkově, Karlova tř. 19 n. 4160: [109, 1124, 307, 1148]
- ad-headline: JAN PRACNER,: [555, 524, 693, 543]
